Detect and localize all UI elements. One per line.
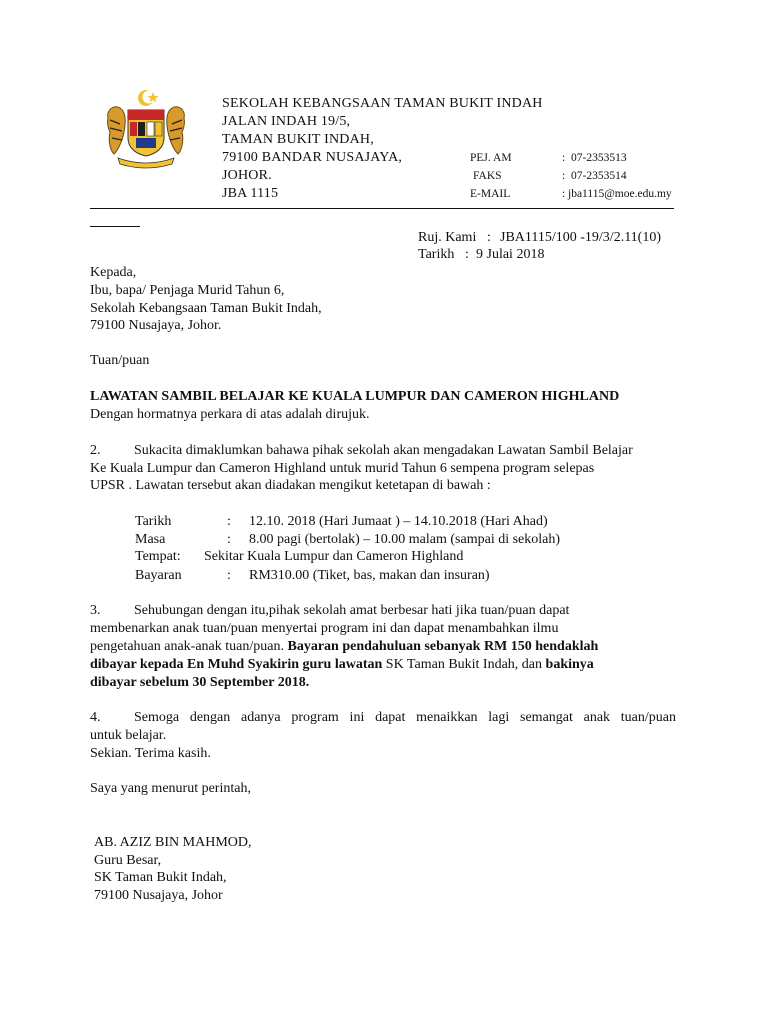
paragraph-line: Ke Kuala Lumpur dan Cameron Highland untuk murid Tahun 6 sempena program selepas bbox=[90, 461, 595, 476]
paragraph-line: Sekian. Terima kasih. bbox=[90, 746, 211, 761]
date-separator: : bbox=[465, 247, 469, 262]
detail-label: Tarikh bbox=[135, 514, 172, 529]
paragraph-line: Sehubungan dengan itu,pihak sekolah amat berbesar hati jika tuan/puan dapat bbox=[134, 603, 570, 618]
detail-value: 8.00 pagi (bertolak) – 10.00 malam (sampai di sekolah) bbox=[249, 532, 561, 547]
detail-separator: : bbox=[227, 514, 231, 529]
detail-label: Tempat: bbox=[135, 549, 181, 564]
paragraph-line bbox=[90, 656, 594, 674]
closing-line: Saya yang menurut perintah, bbox=[90, 781, 251, 796]
contact-label: FAKS bbox=[473, 170, 502, 182]
paragraph-line: membenarkan anak tuan/puan menyertai program ini dan dapat menambahkan ilmu bbox=[90, 621, 559, 636]
reference-label: Ruj. Kami bbox=[418, 230, 477, 245]
greeting: Tuan/puan bbox=[90, 353, 150, 368]
payment-notice: dibayar kepada En Muhd Syakirin guru lawatan bbox=[90, 657, 383, 672]
paragraph-line: Sukacita dimaklumkan bahawa pihak sekolah akan mengadakan Lawatan Sambil Belajar bbox=[134, 443, 633, 458]
recipient-line: Sekolah Kebangsaan Taman Bukit Indah, bbox=[90, 301, 322, 316]
date-label: Tarikh bbox=[418, 247, 455, 262]
school-name: SEKOLAH KEBANGSAAN TAMAN BUKIT INDAH bbox=[222, 96, 543, 111]
contact-separator: : bbox=[562, 188, 566, 200]
header-divider-tail bbox=[90, 226, 140, 227]
header-divider bbox=[90, 208, 674, 209]
payment-deadline: dibayar sebelum 30 September 2018. bbox=[90, 675, 310, 690]
contact-email[interactable]: jba1115@moe.edu.my bbox=[568, 188, 672, 200]
paragraph-text: pengetahuan anak-anak tuan/puan. bbox=[90, 639, 288, 654]
detail-label: Bayaran bbox=[135, 568, 182, 583]
contact-separator: : bbox=[562, 170, 566, 182]
address-line: 79100 BANDAR NUSAJAYA, bbox=[222, 150, 403, 165]
contact-separator: : bbox=[562, 152, 566, 164]
reference-separator: : bbox=[487, 230, 491, 245]
paragraph-number: 3. bbox=[90, 603, 101, 618]
contact-fax: 07-2353514 bbox=[571, 170, 627, 182]
payment-notice: bakinya bbox=[545, 657, 594, 672]
paragraph-number: 4. bbox=[90, 710, 101, 725]
detail-separator: : bbox=[227, 532, 231, 547]
address-line: JALAN INDAH 19/5, bbox=[222, 114, 351, 129]
detail-separator: : bbox=[227, 568, 231, 583]
signatory-address: 79100 Nusajaya, Johor bbox=[94, 888, 223, 903]
address-line: JBA 1115 bbox=[222, 186, 279, 201]
school-crest-icon bbox=[100, 88, 192, 170]
address-line: JOHOR. bbox=[222, 168, 272, 183]
detail-value: RM310.00 (Tiket, bas, makan dan insuran) bbox=[249, 568, 490, 583]
paragraph-line: Semoga dengan adanya program ini dapat menaikkan lagi semangat anak tuan/puan bbox=[134, 710, 676, 725]
address-line: TAMAN BUKIT INDAH, bbox=[222, 132, 374, 147]
intro-line: Dengan hormatnya perkara di atas adalah dirujuk. bbox=[90, 407, 370, 422]
reference-number: JBA1115/100 -19/3/2.11(10) bbox=[500, 230, 661, 245]
paragraph-number: 2. bbox=[90, 443, 101, 458]
recipient-line: 79100 Nusajaya, Johor. bbox=[90, 318, 222, 333]
letter-date: 9 Julai 2018 bbox=[476, 247, 545, 262]
detail-label: Masa bbox=[135, 532, 166, 547]
signatory-title: Guru Besar, bbox=[94, 853, 162, 868]
contact-label: PEJ. AM bbox=[470, 152, 512, 164]
detail-value: Sekitar Kuala Lumpur dan Cameron Highland bbox=[204, 549, 464, 564]
signatory-name: AB. AZIZ BIN MAHMOD, bbox=[94, 835, 252, 850]
paragraph-line: UPSR . Lawatan tersebut akan diadakan mengikut ketetapan di bawah : bbox=[90, 478, 491, 493]
paragraph-line bbox=[90, 638, 598, 656]
paragraph-line: untuk belajar. bbox=[90, 728, 167, 743]
signatory-school: SK Taman Bukit Indah, bbox=[94, 870, 227, 885]
recipient-to: Kepada, bbox=[90, 265, 137, 280]
paragraph-text: SK Taman Bukit Indah, dan bbox=[382, 657, 546, 672]
contact-phone: 07-2353513 bbox=[571, 152, 627, 164]
payment-notice: Bayaran pendahuluan sebanyak RM 150 hendaklah bbox=[287, 639, 599, 654]
letter-subject: LAWATAN SAMBIL BELAJAR KE KUALA LUMPUR DAN CAMERON HIGHLAND bbox=[90, 389, 620, 404]
contact-label: E-MAIL bbox=[470, 188, 511, 200]
recipient-line: Ibu, bapa/ Penjaga Murid Tahun 6, bbox=[90, 283, 285, 298]
detail-value: 12.10. 2018 (Hari Jumaat ) – 14.10.2018 (Hari Ahad) bbox=[249, 514, 548, 529]
